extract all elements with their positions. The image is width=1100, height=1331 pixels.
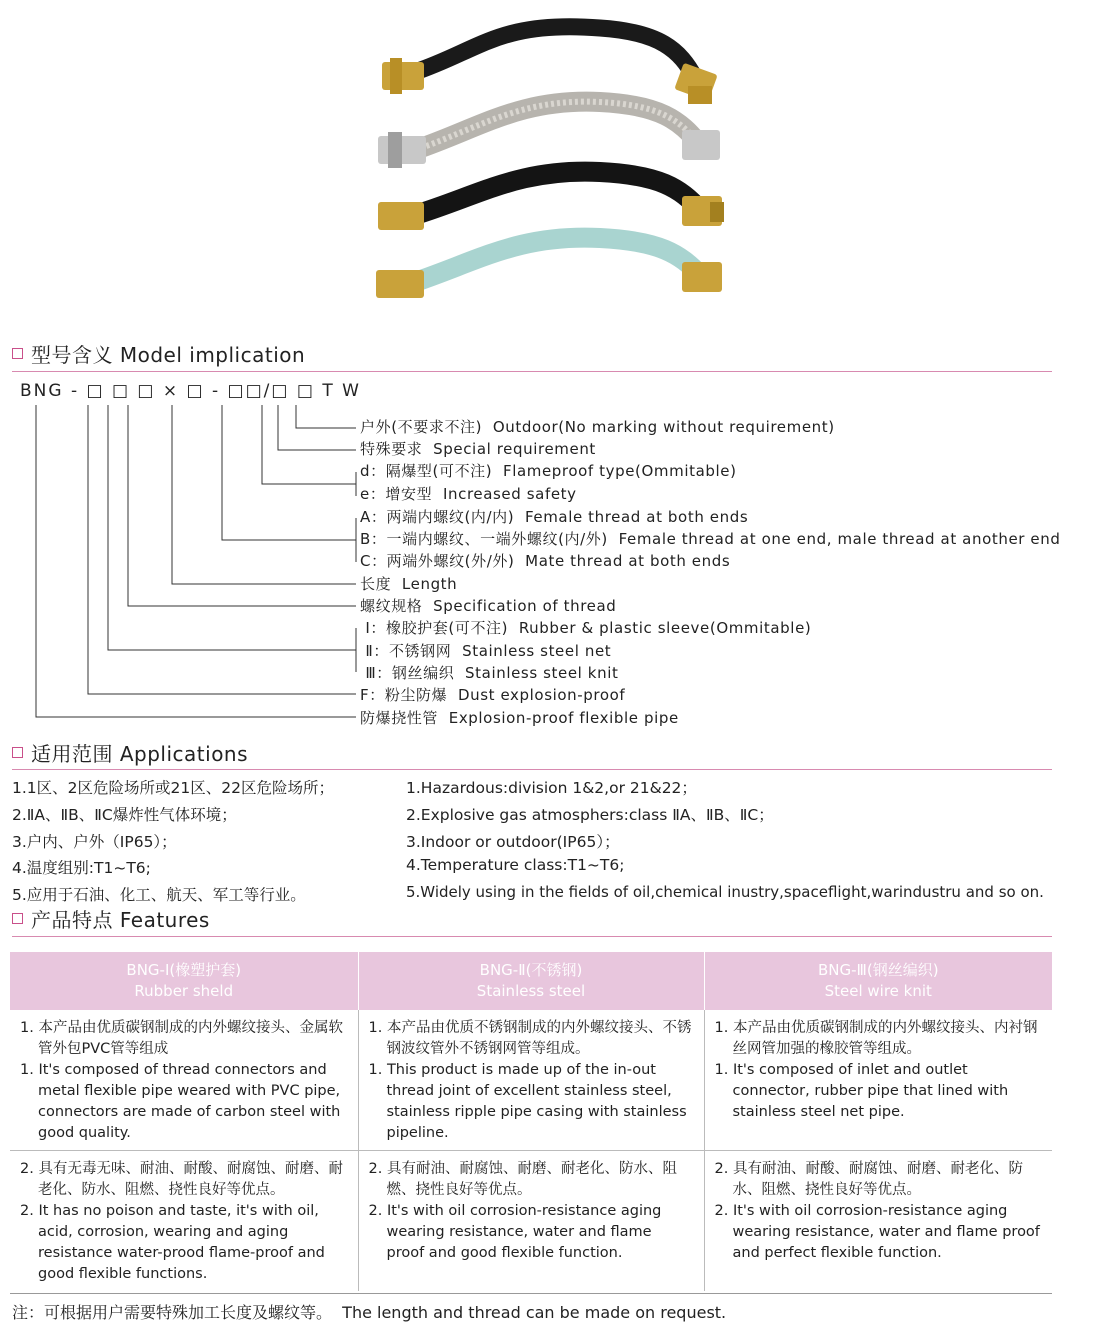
column-header-bng-2 <box>358 952 704 1010</box>
application-cn-2: 2.ⅡA、ⅡB、ⅡC爆炸性气体环境； <box>12 806 237 824</box>
model-code: BNG - □ □ □ × □ - □□/□ □ T W <box>20 381 361 401</box>
column-header-bng-1 <box>10 952 358 1010</box>
legend-flexible-pipe: 防爆挠性管 Explosion-proof flexible pipe <box>360 709 679 727</box>
feature-text-cn: 1. 本产品由优质碳钢制成的内外螺纹接头、内衬钢丝网管加强的橡胶管等组成。 <box>714 1020 1038 1057</box>
legend-special: 特殊要求 Special requirement <box>360 440 596 458</box>
column-header-bng-3 <box>704 952 1052 1010</box>
application-en-3: 3.Indoor or outdoor(IP65）； <box>406 833 620 851</box>
feature-text-cn: 1. 本产品由优质不锈钢制成的内外螺纹接头、不锈钢波纹管外不锈钢网管等组成。 <box>368 1020 692 1057</box>
application-en-2: 2.Explosive gas atmosphers:class ⅡA、ⅡB、ⅡC； <box>406 806 774 824</box>
features-table <box>10 952 1052 1291</box>
table-row <box>10 1010 1052 1151</box>
application-en-1: 1.Hazardous:division 1&2,or 21&22； <box>406 779 697 797</box>
application-cn-4: 4.温度组别:T1~T6; <box>12 859 151 877</box>
feature-text-en: 2. It's with oil corrosion-resistance aging wearing resistance, water and flame proof and perfect flexible function. <box>714 1203 1040 1261</box>
legend-flameproof: d：隔爆型(可不注) Flameproof type(Ommitable) <box>360 462 737 480</box>
legend-type-1: Ⅰ：橡胶护套(可不注) Rubber & plastic sleeve(Ommitable) <box>360 619 812 637</box>
application-en-5: 5.Widely using in the fields of oil,chemical inustry,spaceflight,warindustru and so on. <box>406 883 1044 901</box>
legend-dust-proof: F：粉尘防爆 Dust explosion-proof <box>360 686 626 704</box>
table-row <box>10 1151 1052 1292</box>
table-cell <box>10 1010 358 1151</box>
features-section-title <box>12 904 210 933</box>
table-cell <box>358 1151 704 1292</box>
legend-outdoor: 户外(不要求不注) Outdoor(No marking without requirement) <box>360 418 835 436</box>
feature-text-en: 2. It's with oil corrosion-resistance aging wearing resistance, water and flame proof and good flexible function. <box>368 1203 662 1261</box>
column-header-en: Steel wire knit <box>824 982 932 1000</box>
application-cn-3: 3.户内、户外（IP65）； <box>12 833 177 851</box>
square-bullet-icon <box>12 747 23 758</box>
applications-section-title-text: 适用范围 Applications <box>31 742 249 766</box>
application-en-4: 4.Temperature class:T1~T6; <box>406 856 625 874</box>
feature-text-en: 2. It has no poison and taste, it's with oil, acid, corrosion, wearing and aging resistance water-prood flame-proof and good flexible functions. <box>20 1203 325 1282</box>
section-divider <box>12 769 1052 770</box>
legend-thread-a: A：两端内螺纹(内/内) Female thread at both ends <box>360 508 749 526</box>
feature-text-cn: 1. 本产品由优质碳钢制成的内外螺纹接头、金属软管外包PVC管等组成 <box>20 1020 343 1057</box>
table-cell <box>10 1151 358 1292</box>
table-bottom-divider <box>10 1293 1052 1294</box>
legend-thread-spec: 螺纹规格 Specification of thread <box>360 597 617 615</box>
legend-increased-safety: e：增安型 Increased safety <box>360 485 577 503</box>
table-cell <box>358 1010 704 1151</box>
feature-text-en: 1. It's composed of thread connectors and metal flexible pipe weared with PVC pipe, connectors are made of carbon steel with good quality. <box>20 1062 341 1141</box>
square-bullet-icon <box>12 913 23 924</box>
application-cn-5: 5.应用于石油、化工、航天、军工等行业。 <box>12 886 306 904</box>
footnote: 注：可根据用户需要特殊加工长度及螺纹等。 The length and thread can be made on request. <box>12 1303 727 1322</box>
application-cn-1: 1.1区、2区危险场所或21区、22区危险场所； <box>12 779 334 797</box>
table-cell <box>704 1151 1052 1292</box>
legend-thread-b: B：一端内螺纹、一端外螺纹(内/外) Female thread at one end, male thread at another end <box>360 530 1061 548</box>
feature-text-cn: 2. 具有耐油、耐腐蚀、耐磨、耐老化、防水、阻燃、挠性良好等优点。 <box>368 1161 677 1198</box>
column-header-cn: BNG-Ⅱ(不锈钢) <box>479 961 583 979</box>
legend-type-3: Ⅲ：钢丝编织 Stainless steel knit <box>360 664 619 682</box>
legend-length: 长度 Length <box>360 575 458 593</box>
feature-text-cn: 2. 具有耐油、耐酸、耐腐蚀、耐磨、耐老化、防水、阻燃、挠性良好等优点。 <box>714 1161 1023 1198</box>
column-header-en: Rubber sheld <box>134 982 234 1000</box>
feature-text-en: 1. It's composed of inlet and outlet connector, rubber pipe that lined with stainless steel net pipe. <box>714 1062 1009 1120</box>
feature-text-en: 1. This product is made up of the in-out thread joint of excellent stainless steel, stainless ripple pipe casing with stainless pipeline. <box>368 1062 687 1141</box>
applications-section-title <box>12 738 248 767</box>
table-cell <box>704 1010 1052 1151</box>
section-divider <box>12 936 1052 937</box>
model-section-title-text: 型号含义 Model implication <box>31 343 306 367</box>
column-header-cn: BNG-Ⅲ(钢丝编织) <box>817 961 939 979</box>
legend-type-2: Ⅱ：不锈钢网 Stainless steel net <box>360 642 612 660</box>
legend-thread-c: C：两端外螺纹(外/外) Mate thread at both ends <box>360 552 731 570</box>
feature-text-cn: 2. 具有无毒无味、耐油、耐酸、耐腐蚀、耐磨、耐老化、防水、阻燃、挠性良好等优点。 <box>20 1161 343 1198</box>
column-header-en: Stainless steel <box>476 982 586 1000</box>
features-section-title-text: 产品特点 Features <box>31 908 210 932</box>
features-table-header <box>10 952 1052 1010</box>
column-header-cn: BNG-Ⅰ(橡塑护套) <box>126 961 242 979</box>
